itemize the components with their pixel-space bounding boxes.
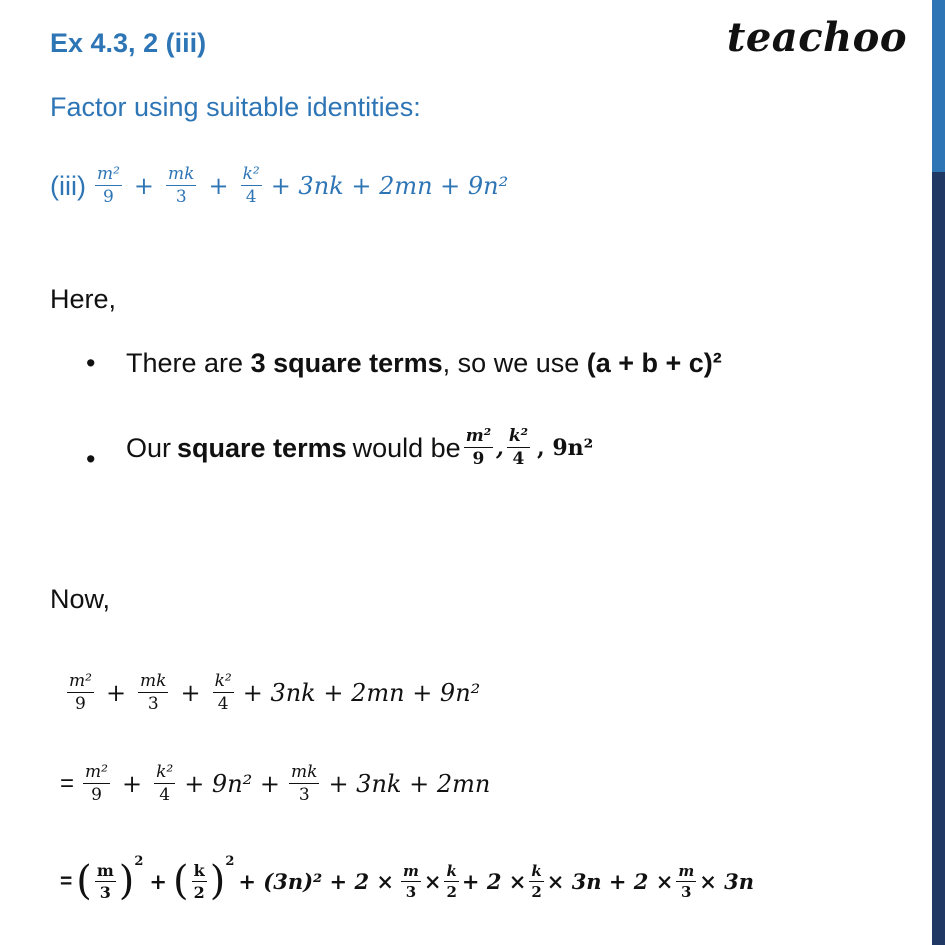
fraction: $\frac{k}{2}$ xyxy=(193,860,205,902)
fraction: $\frac{\text{m²}}{9}$ xyxy=(69,671,92,714)
teachoo-logo: teachoo xyxy=(726,14,907,61)
bullet-line-1: There are 3 square terms, so we use (a + b + c)² xyxy=(126,348,722,378)
fraction: $\frac{m}{3}$ xyxy=(402,861,419,901)
step-1: $\frac{\text{m²}}{9}$ + $\frac{mk}{3}$ + $\frac{\text{k²}}{4}$ + 3nk + 2mn + 9n² xyxy=(69,671,481,714)
fraction: $\frac{\text{k²}}{4}$ xyxy=(508,426,529,469)
step-2: = $\frac{\text{m²}}{9}$ + $\frac{\text{k²}}{4}$ + 9n² + $\frac{mk}{3}$ + 3nk + 2mn xyxy=(60,762,491,805)
fraction: $\frac{mk}{3}$ xyxy=(291,762,318,805)
step-3: = ( $\frac{m}{3}$ ) 2 + ( $\frac{k}{2}$ ) 2 + (3n)² + 2 × $\frac{m}{3}$ × $\frac{k}{2}$ + 2 × $\frac{k}{2}$ × 3n + 2 × $\frac{m}{3}$ × 3n xyxy=(60,854,754,904)
question-prompt: Factor using suitable identities: xyxy=(50,92,421,122)
fraction: $\frac{\text{m²}}{9}$ xyxy=(96,164,120,207)
exercise-title: Ex 4.3, 2 (iii) xyxy=(50,28,207,58)
fraction: $\frac{m}{3}$ xyxy=(678,861,695,901)
fraction: $\frac{mk}{3}$ xyxy=(168,164,195,207)
fraction: $\frac{k}{2}$ xyxy=(446,861,457,901)
expression-rest: + 3nk + 2mn + 9n² xyxy=(270,172,509,200)
right-sidebar-accent xyxy=(932,0,945,172)
bullet-dot: • xyxy=(86,348,96,378)
fraction: $\frac{mk}{3}$ xyxy=(140,671,167,714)
fraction: $\frac{m}{3}$ xyxy=(96,860,114,902)
fraction: $\frac{\text{k²}}{4}$ xyxy=(214,671,232,714)
fraction: $\frac{\text{m²}}{9}$ xyxy=(465,426,492,469)
fraction: $\frac{k}{2}$ xyxy=(531,861,542,901)
fraction: $\frac{\text{k²}}{4}$ xyxy=(156,762,174,805)
fraction: $\frac{\text{k²}}{4}$ xyxy=(242,164,260,207)
fraction: $\frac{\text{m²}}{9}$ xyxy=(85,762,108,805)
now-label: Now, xyxy=(50,584,111,614)
bullet-dot: • xyxy=(86,444,96,474)
bullet-line-2: Our square terms would be $\frac{\text{m²}}{9}$ , $\frac{\text{k²}}{4}$ , 9n² xyxy=(126,426,594,469)
here-label: Here, xyxy=(50,284,117,314)
question-expression: (iii) $\frac{\text{m²}}{9}$ + $\frac{mk}{3}$ + $\frac{\text{k²}}{4}$ + 3nk + 2mn + 9n² xyxy=(50,164,509,207)
part-label: (iii) xyxy=(50,170,86,201)
